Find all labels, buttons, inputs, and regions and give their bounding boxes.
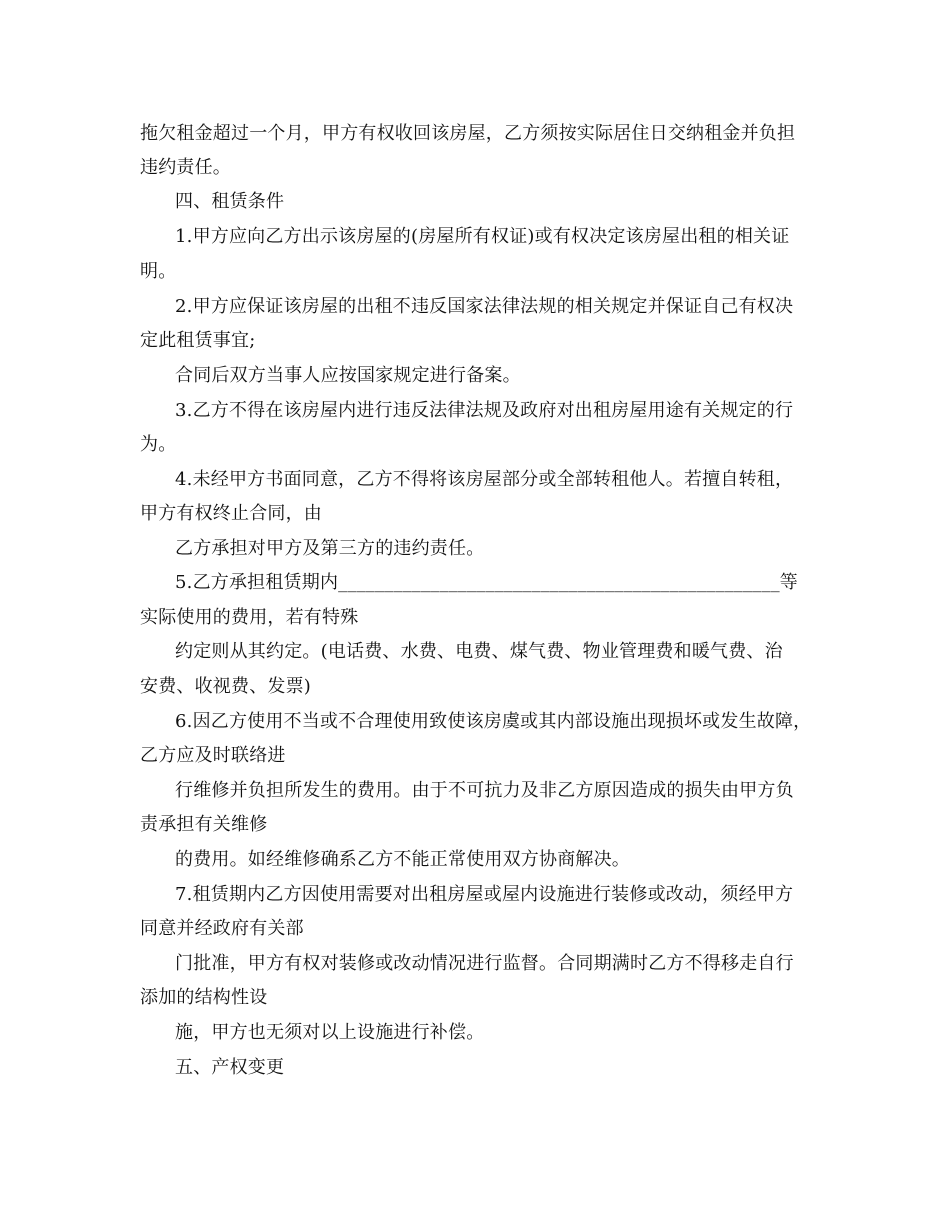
text-line: 3.乙方不得在该房屋内进行违反法律法规及政府对出租房屋用途有关规定的行 (175, 400, 794, 421)
text-line: 拖欠租金超过一个月，甲方有权收回该房屋，乙方须按实际居住日交纳租金并负担 (140, 123, 796, 144)
text-line: 安费、收视费、发票) (140, 676, 312, 697)
text-line: 定此租赁事宜; (140, 330, 256, 351)
text-line: 的费用。如经维修确系乙方不能正常使用双方协商解决。 (175, 849, 630, 870)
text-line: 乙方承担对甲方及第三方的违约责任。 (175, 538, 485, 559)
text-line: 1.甲方应向乙方出示该房屋的(房屋所有权证)或有权决定该房屋出租的相关证 (175, 226, 790, 247)
text-line: 同意并经政府有关部 (140, 918, 304, 939)
text-line: 责承担有关维修 (140, 814, 268, 835)
text-line: 门批准，甲方有权对装修或改动情况进行监督。合同期满时乙方不得移走自行 (175, 953, 794, 974)
text-line: 添加的结构性设 (140, 987, 268, 1008)
text-line: 施，甲方也无须对以上设施进行补偿。 (175, 1022, 485, 1043)
text-line: 为。 (140, 434, 177, 455)
text-line: 明。 (140, 261, 177, 282)
text-line: 约定则从其约定。(电话费、水费、电费、煤气费、物业管理费和暖气费、治 (175, 641, 783, 662)
text-line: 2.甲方应保证该房屋的出租不违反国家法律法规的相关规定并保证自己有权决 (175, 296, 794, 317)
text-line: 4.未经甲方书面同意，乙方不得将该房屋部分或全部转租他人。若擅自转租， (175, 469, 794, 490)
section-heading: 五、产权变更 (175, 1057, 285, 1078)
text-line: 合同后双方当事人应按国家规定进行备案。 (175, 365, 521, 386)
text-line: 实际使用的费用，若有特殊 (140, 607, 359, 628)
text-line: 甲方有权终止合同，由 (140, 503, 322, 524)
text-line: 违约责任。 (140, 157, 231, 178)
section-heading: 四、租赁条件 (175, 191, 285, 212)
text-line: 行维修并负担所发生的费用。由于不可抗力及非乙方原因造成的损失由甲方负 (175, 780, 794, 801)
text-line: 6.因乙方使用不当或不合理使用致使该房虞或其内部设施出现损坏或发生故障， (175, 711, 812, 732)
text-line: 5.乙方承担租赁期内________________________________________________等 (175, 572, 798, 593)
text-line: 乙方应及时联络进 (140, 745, 286, 766)
text-line: 7.租赁期内乙方因使用需要对出租房屋或屋内设施进行装修或改动，须经甲方 (175, 884, 794, 905)
